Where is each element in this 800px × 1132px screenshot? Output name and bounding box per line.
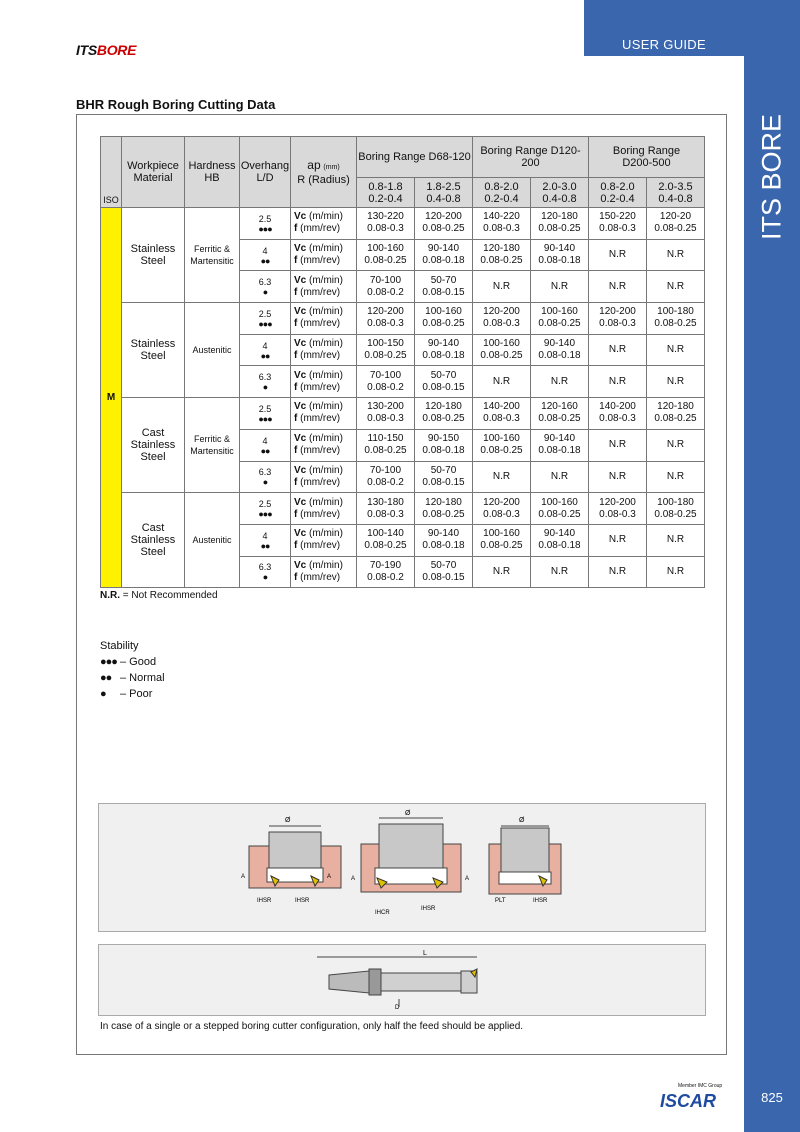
data-cell: 140-200 0.08-0.3 [589, 398, 647, 430]
svg-text:PLT: PLT [495, 898, 506, 904]
data-cell: N.R [473, 556, 531, 588]
unit-cell: Vc (m/min) f (mm/rev) [291, 524, 357, 556]
data-cell: 120-180 0.08-0.25 [531, 208, 589, 240]
cutting-data-table [100, 136, 705, 588]
data-cell: 130-180 0.08-0.3 [357, 493, 415, 525]
config-2 [351, 810, 469, 916]
data-cell: 90-140 0.08-0.18 [531, 524, 589, 556]
data-cell: N.R [589, 556, 647, 588]
data-cell: N.R [589, 366, 647, 398]
data-cell: 90-140 0.08-0.18 [531, 334, 589, 366]
data-cell: N.R [647, 556, 705, 588]
section-title: BHR Rough Boring Cutting Data [76, 97, 276, 112]
svg-text:Ø: Ø [519, 817, 525, 824]
data-cell: N.R [647, 334, 705, 366]
data-cell: 90-140 0.08-0.18 [531, 239, 589, 271]
range-sub-header: 0.8-2.0 0.2-0.4 [589, 178, 647, 208]
overhang-cell: 6.3 ● [240, 271, 291, 303]
table-row [101, 208, 705, 240]
range-sub-header: 1.8-2.5 0.4-0.8 [415, 178, 473, 208]
range-sub-header: 0.8-1.8 0.2-0.4 [357, 178, 415, 208]
svg-text:Ø: Ø [405, 810, 411, 817]
data-cell: 70-100 0.08-0.2 [357, 461, 415, 493]
svg-text:A: A [327, 874, 332, 880]
data-cell: 100-160 0.08-0.25 [357, 239, 415, 271]
page-number: 825 [761, 1090, 783, 1105]
range2-header: Boring Range D120-200 [473, 137, 589, 178]
unit-cell: Vc (m/min) f (mm/rev) [291, 239, 357, 271]
iso-header: ISO [101, 137, 122, 208]
data-cell: 100-140 0.08-0.25 [357, 524, 415, 556]
data-cell: 100-160 0.08-0.25 [415, 303, 473, 335]
data-cell: 100-150 0.08-0.25 [357, 334, 415, 366]
svg-text:IHSR: IHSR [533, 898, 548, 904]
data-cell: 120-160 0.08-0.25 [531, 398, 589, 430]
data-cell: 120-180 0.08-0.25 [415, 493, 473, 525]
overhang-cell: 6.3 ● [240, 556, 291, 588]
svg-text:IHSR: IHSR [421, 906, 436, 912]
material-cell: Stainless Steel [122, 303, 185, 398]
user-guide-tab: USER GUIDE [584, 0, 744, 56]
overhang-cell: 6.3 ● [240, 366, 291, 398]
overhang-cell: 4 ●● [240, 334, 291, 366]
unit-cell: Vc (m/min) f (mm/rev) [291, 461, 357, 493]
data-cell: 90-140 0.08-0.18 [415, 524, 473, 556]
overhang-cell: 2.5 ●●● [240, 208, 291, 240]
range-sub-header: 2.0-3.5 0.4-0.8 [647, 178, 705, 208]
table-row [101, 398, 705, 430]
unit-cell: Vc (m/min) f (mm/rev) [291, 366, 357, 398]
stability-legend [100, 638, 165, 702]
overhang-cell: 4 ●● [240, 524, 291, 556]
data-cell: 140-200 0.08-0.3 [473, 398, 531, 430]
data-cell: 70-190 0.08-0.2 [357, 556, 415, 588]
data-cell: 100-160 0.08-0.25 [531, 493, 589, 525]
unit-cell: Vc (m/min) f (mm/rev) [291, 398, 357, 430]
data-cell: 50-70 0.08-0.15 [415, 556, 473, 588]
data-cell: 120-180 0.08-0.25 [415, 398, 473, 430]
stability-item: ●● – Normal [100, 672, 165, 684]
data-cell: N.R [647, 524, 705, 556]
data-cell: 100-160 0.08-0.25 [473, 334, 531, 366]
data-cell: N.R [589, 239, 647, 271]
range1-header: Boring Range D68-120 [357, 137, 473, 178]
feed-footnote: In case of a single or a stepped boring cutter configuration, only half the feed should be applied. [100, 1021, 524, 1032]
data-cell: 120-200 0.08-0.3 [357, 303, 415, 335]
data-cell: 120-180 0.08-0.25 [647, 398, 705, 430]
data-cell: 120-200 0.08-0.25 [415, 208, 473, 240]
range-sub-header: 0.8-2.0 0.2-0.4 [473, 178, 531, 208]
data-cell: 120-180 0.08-0.25 [473, 239, 531, 271]
workpiece-header: Workpiece Material [122, 137, 185, 208]
table-row [101, 303, 705, 335]
data-cell: N.R [647, 461, 705, 493]
data-cell: N.R [647, 239, 705, 271]
tool-assembly-diagram [98, 944, 706, 1016]
data-cell: 100-180 0.08-0.25 [647, 493, 705, 525]
data-cell: 120-200 0.08-0.3 [473, 493, 531, 525]
iso-group-cell: M [101, 208, 122, 588]
overhang-header: Overhang L/D [240, 137, 291, 208]
data-cell: 120-20 0.08-0.25 [647, 208, 705, 240]
data-cell: N.R [473, 271, 531, 303]
material-cell: Stainless Steel [122, 208, 185, 303]
overhang-cell: 4 ●● [240, 239, 291, 271]
data-cell: 50-70 0.08-0.15 [415, 461, 473, 493]
overhang-cell: 4 ●● [240, 429, 291, 461]
data-cell: N.R [589, 429, 647, 461]
data-cell: N.R [531, 461, 589, 493]
unit-cell: Vc (m/min) f (mm/rev) [291, 303, 357, 335]
range3-header: Boring Range D200-500 [589, 137, 705, 178]
svg-text:L: L [423, 950, 427, 957]
iscar-logo: Member IMC Group ISCAR [660, 1083, 723, 1111]
ap-header: ap (mm) R (Radius) [291, 137, 357, 208]
data-cell: N.R [647, 429, 705, 461]
data-cell: N.R [589, 524, 647, 556]
data-cell: 120-200 0.08-0.3 [589, 303, 647, 335]
unit-cell: Vc (m/min) f (mm/rev) [291, 493, 357, 525]
data-cell: N.R [589, 461, 647, 493]
data-cell: 120-200 0.08-0.3 [473, 303, 531, 335]
data-cell: N.R [531, 271, 589, 303]
its-bore-logo: ITSBORE [76, 42, 137, 58]
overhang-cell: 2.5 ●●● [240, 398, 291, 430]
svg-text:D: D [395, 1005, 400, 1011]
overhang-cell: 2.5 ●●● [240, 303, 291, 335]
data-cell: 150-220 0.08-0.3 [589, 208, 647, 240]
data-cell: 50-70 0.08-0.15 [415, 271, 473, 303]
data-cell: N.R [647, 271, 705, 303]
data-cell: N.R [473, 461, 531, 493]
data-cell: 130-200 0.08-0.3 [357, 398, 415, 430]
overhang-cell: 2.5 ●●● [240, 493, 291, 525]
hardness-cell: Ferritic & Martensitic [185, 208, 240, 303]
hardness-cell: Austenitic [185, 493, 240, 588]
side-title: ITS BORE [756, 113, 787, 240]
svg-text:A: A [465, 876, 470, 882]
data-cell: 100-160 0.08-0.25 [531, 303, 589, 335]
data-cell: 50-70 0.08-0.15 [415, 366, 473, 398]
data-cell: 120-200 0.08-0.3 [589, 493, 647, 525]
data-cell: 90-150 0.08-0.18 [415, 429, 473, 461]
data-cell: 90-140 0.08-0.18 [531, 429, 589, 461]
data-cell: 100-180 0.08-0.25 [647, 303, 705, 335]
data-cell: N.R [473, 366, 531, 398]
data-cell: 130-220 0.08-0.3 [357, 208, 415, 240]
overhang-cell: 6.3 ● [240, 461, 291, 493]
data-cell: N.R [589, 271, 647, 303]
data-cell: 70-100 0.08-0.2 [357, 366, 415, 398]
data-cell: N.R [531, 556, 589, 588]
config-1 [241, 817, 341, 904]
data-cell: N.R [647, 366, 705, 398]
boring-configurations-diagram [98, 803, 706, 932]
stability-item: ●●● – Good [100, 656, 157, 668]
material-cell: Cast Stainless Steel [122, 398, 185, 493]
unit-cell: Vc (m/min) f (mm/rev) [291, 271, 357, 303]
dia-label-1: Ø [285, 817, 291, 824]
hardness-cell: Austenitic [185, 303, 240, 398]
data-cell: N.R [589, 334, 647, 366]
data-cell: 90-140 0.08-0.18 [415, 334, 473, 366]
stability-item: ● – Poor [100, 688, 153, 700]
range-sub-header: 2.0-3.0 0.4-0.8 [531, 178, 589, 208]
data-cell: 90-140 0.08-0.18 [415, 239, 473, 271]
data-cell: 100-160 0.08-0.25 [473, 429, 531, 461]
data-cell: 70-100 0.08-0.2 [357, 271, 415, 303]
material-cell: Cast Stainless Steel [122, 493, 185, 588]
stability-title: Stability [100, 640, 139, 652]
hardness-header: Hardness HB [185, 137, 240, 208]
svg-text:A: A [351, 876, 356, 882]
svg-text:IHSR: IHSR [257, 898, 272, 904]
unit-cell: Vc (m/min) f (mm/rev) [291, 556, 357, 588]
config-3 [489, 817, 561, 904]
data-cell: 110-150 0.08-0.25 [357, 429, 415, 461]
svg-text:A: A [241, 874, 246, 880]
svg-text:IHSR: IHSR [295, 898, 310, 904]
unit-cell: Vc (m/min) f (mm/rev) [291, 208, 357, 240]
nr-note: N.R. = Not Recommended [100, 590, 218, 601]
unit-cell: Vc (m/min) f (mm/rev) [291, 334, 357, 366]
unit-cell: Vc (m/min) f (mm/rev) [291, 429, 357, 461]
hardness-cell: Ferritic & Martensitic [185, 398, 240, 493]
data-cell: 100-160 0.08-0.25 [473, 524, 531, 556]
svg-text:IHCR: IHCR [375, 910, 390, 916]
table-row [101, 493, 705, 525]
data-cell: 140-220 0.08-0.3 [473, 208, 531, 240]
data-cell: N.R [531, 366, 589, 398]
